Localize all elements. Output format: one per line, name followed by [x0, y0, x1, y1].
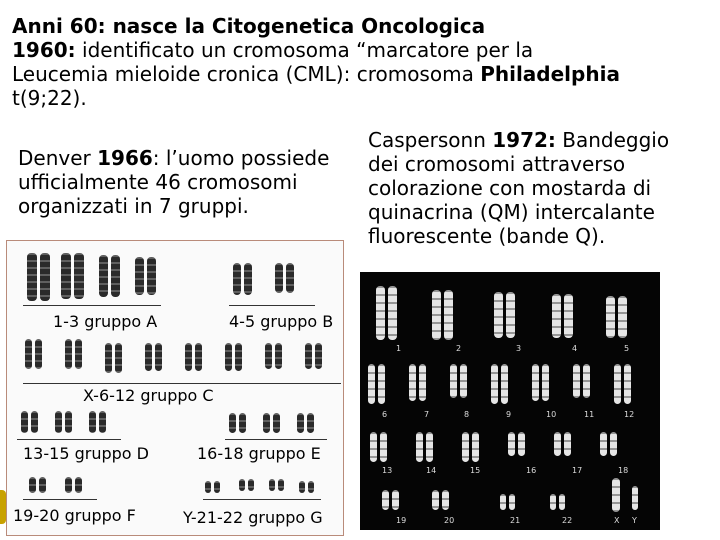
chromosome	[239, 413, 246, 433]
qband-number: 19	[396, 516, 407, 525]
chromosome	[552, 294, 561, 338]
chromosome	[135, 257, 144, 295]
intro-line-1960	[12, 38, 620, 62]
chromosome	[65, 411, 72, 433]
group-g-label: Y-21-22 gruppo G	[183, 508, 323, 527]
qband-number: 12	[624, 410, 635, 419]
chromosome	[55, 411, 62, 433]
chromosome	[554, 432, 561, 456]
chromosome	[612, 478, 620, 512]
denver-text	[18, 146, 329, 218]
chromosome	[239, 479, 245, 491]
intro-cml-text: Leucemia mieloide cronica (CML): cromosoma	[12, 62, 481, 86]
chromosome	[74, 253, 84, 299]
chromosome	[624, 364, 631, 404]
qband-number: 9	[506, 410, 512, 419]
chromosome	[265, 343, 272, 369]
qband-number: 20	[444, 516, 455, 525]
chromosome	[99, 255, 108, 297]
slide-title: Anni 60: nasce la Citogenetica Oncologica	[12, 14, 486, 38]
chromosome	[614, 364, 621, 404]
denver-line-1	[18, 146, 329, 170]
qband-number: 6	[382, 410, 388, 419]
chromosome	[145, 343, 152, 371]
chromosome	[501, 364, 508, 404]
chromosome	[155, 343, 162, 371]
casp-line-5: fluorescente (bande Q).	[368, 224, 606, 248]
chromosome	[25, 339, 32, 369]
chromosome	[248, 479, 254, 491]
chromosome	[275, 263, 283, 293]
caspersson-text	[368, 128, 669, 248]
chromosome	[35, 339, 42, 369]
chromosome	[509, 494, 515, 510]
chromosome	[376, 286, 385, 340]
qband-karyotype-image	[360, 272, 660, 530]
denver-city: Denver	[18, 146, 98, 170]
group-e-rule	[225, 439, 327, 440]
chromosome	[460, 364, 467, 398]
chromosome	[416, 432, 423, 462]
chromosome	[506, 292, 515, 338]
qband-number: 2	[456, 344, 462, 353]
group-a-rule	[23, 305, 161, 306]
chromosome	[61, 253, 71, 299]
chromosome	[368, 364, 375, 404]
qband-number: 5	[624, 344, 630, 353]
chromosome	[233, 263, 241, 295]
chromosome	[518, 432, 525, 456]
intro-line-1960-text: identificato un cromosoma “marcatore per la	[75, 38, 534, 62]
chromosome	[600, 432, 607, 456]
chromosome	[432, 290, 441, 340]
chromosome	[462, 432, 469, 462]
chromosome	[632, 486, 638, 510]
chromosome	[75, 477, 82, 493]
year-1960: 1960:	[12, 38, 76, 62]
casp-line-1	[368, 128, 669, 152]
chromosome	[278, 479, 284, 491]
year-1972: 1972:	[492, 128, 556, 152]
chromosome	[409, 364, 416, 401]
chromosome	[491, 364, 498, 404]
qband-number: 3	[516, 344, 522, 353]
chromosome	[273, 413, 280, 433]
chromosome	[508, 432, 515, 456]
qband-number: 15	[470, 466, 481, 475]
intro-text	[12, 14, 620, 110]
chromosome	[494, 292, 503, 338]
chromosome	[40, 253, 50, 301]
chromosome	[450, 364, 457, 398]
group-f-label: 19-20 gruppo F	[13, 506, 136, 525]
chromosome	[31, 411, 38, 433]
denver-line-1-text: : l’uomo possiede	[152, 146, 330, 170]
chromosome	[472, 432, 479, 462]
chromosome	[550, 494, 556, 510]
chromosome	[75, 339, 82, 369]
chromosome	[185, 343, 192, 371]
qband-number: 13	[382, 466, 393, 475]
qband-number: 8	[464, 410, 470, 419]
chromosome	[244, 263, 252, 295]
group-g-rule	[203, 499, 321, 500]
casp-line-2: dei cromosomi attraverso	[368, 152, 626, 176]
qband-number: 17	[572, 466, 583, 475]
group-c-label: X-6-12 gruppo C	[83, 386, 214, 405]
chromosome	[573, 364, 580, 398]
chromosome	[275, 343, 282, 369]
chromosome	[564, 432, 571, 456]
chromosome	[29, 477, 36, 493]
chromosome	[195, 343, 202, 371]
qband-number: 18	[618, 466, 629, 475]
chromosome	[380, 432, 387, 462]
chromosome	[111, 255, 120, 297]
chromosome	[286, 263, 294, 293]
chromosome	[297, 413, 304, 433]
qband-number: 4	[572, 344, 578, 353]
chromosome	[147, 257, 156, 295]
group-e-label: 16-18 gruppo E	[197, 444, 321, 463]
chromosome	[235, 343, 242, 371]
chromosome	[21, 411, 28, 433]
chromosome	[65, 339, 72, 369]
group-a-label: 1-3 gruppo A	[53, 312, 158, 331]
casp-line-3: colorazione con mostarda di	[368, 176, 652, 200]
chromosome	[392, 490, 399, 510]
qband-number: 16	[526, 466, 537, 475]
qband-number: Y	[632, 516, 637, 525]
chromosome	[225, 343, 232, 371]
chromosome	[532, 364, 539, 401]
chromosome	[610, 432, 617, 456]
denver-line-3: organizzati in 7 gruppi.	[18, 194, 249, 218]
chromosome	[115, 343, 122, 373]
chromosome	[370, 432, 377, 462]
qband-number: 7	[424, 410, 430, 419]
chromosome	[388, 286, 397, 340]
chromosome	[426, 432, 433, 462]
chromosome	[105, 343, 112, 373]
qband-number: 10	[546, 410, 557, 419]
chromosome	[444, 290, 453, 340]
chromosome	[382, 490, 389, 510]
chromosome	[432, 490, 439, 510]
group-d-rule	[17, 439, 121, 440]
chromosome	[606, 296, 615, 338]
chromosome	[308, 481, 314, 493]
qband-number: X	[614, 516, 620, 525]
qband-number: 1	[396, 344, 402, 353]
chromosome	[378, 364, 385, 404]
chromosome	[442, 490, 449, 510]
denver-line-2: ufficialmente 46 cromosomi	[18, 170, 298, 194]
qband-number: 22	[562, 516, 573, 525]
chromosome	[39, 477, 46, 493]
chromosome	[618, 296, 627, 338]
philadelphia-term: Philadelphia	[480, 62, 620, 86]
chromosome	[214, 481, 220, 493]
chromosome	[229, 413, 236, 433]
chromosome	[89, 411, 96, 433]
denver-karyotype-image	[6, 240, 344, 536]
qband-number: 14	[426, 466, 437, 475]
qband-number: 11	[584, 410, 595, 419]
casp-line-4: quinacrina (QM) intercalante	[368, 200, 655, 224]
chromosome	[559, 494, 565, 510]
year-1966: 1966	[97, 146, 153, 170]
group-c-rule	[23, 383, 341, 384]
group-b-rule	[229, 305, 315, 306]
group-d-label: 13-15 gruppo D	[23, 444, 149, 463]
chromosome	[315, 343, 322, 369]
casp-line-1-text: Bandeggio	[555, 128, 670, 152]
chromosome	[500, 494, 506, 510]
chromosome	[564, 294, 573, 338]
casp-name: Caspersonn	[368, 128, 493, 152]
chromosome	[99, 411, 106, 433]
group-b-label: 4-5 gruppo B	[229, 312, 334, 331]
chromosome	[205, 481, 211, 493]
group-f-rule	[23, 499, 97, 500]
chromosome	[65, 477, 72, 493]
chromosome	[583, 364, 590, 398]
intro-line-cml	[12, 62, 620, 86]
decorative-edge-mark	[0, 490, 6, 524]
chromosome	[542, 364, 549, 401]
chromosome	[263, 413, 270, 433]
chromosome	[307, 413, 314, 433]
intro-translocation: t(9;22).	[12, 86, 87, 110]
chromosome	[27, 253, 37, 301]
qband-number: 21	[510, 516, 521, 525]
chromosome	[305, 343, 312, 369]
chromosome	[299, 481, 305, 493]
chromosome	[269, 479, 275, 491]
chromosome	[419, 364, 426, 401]
